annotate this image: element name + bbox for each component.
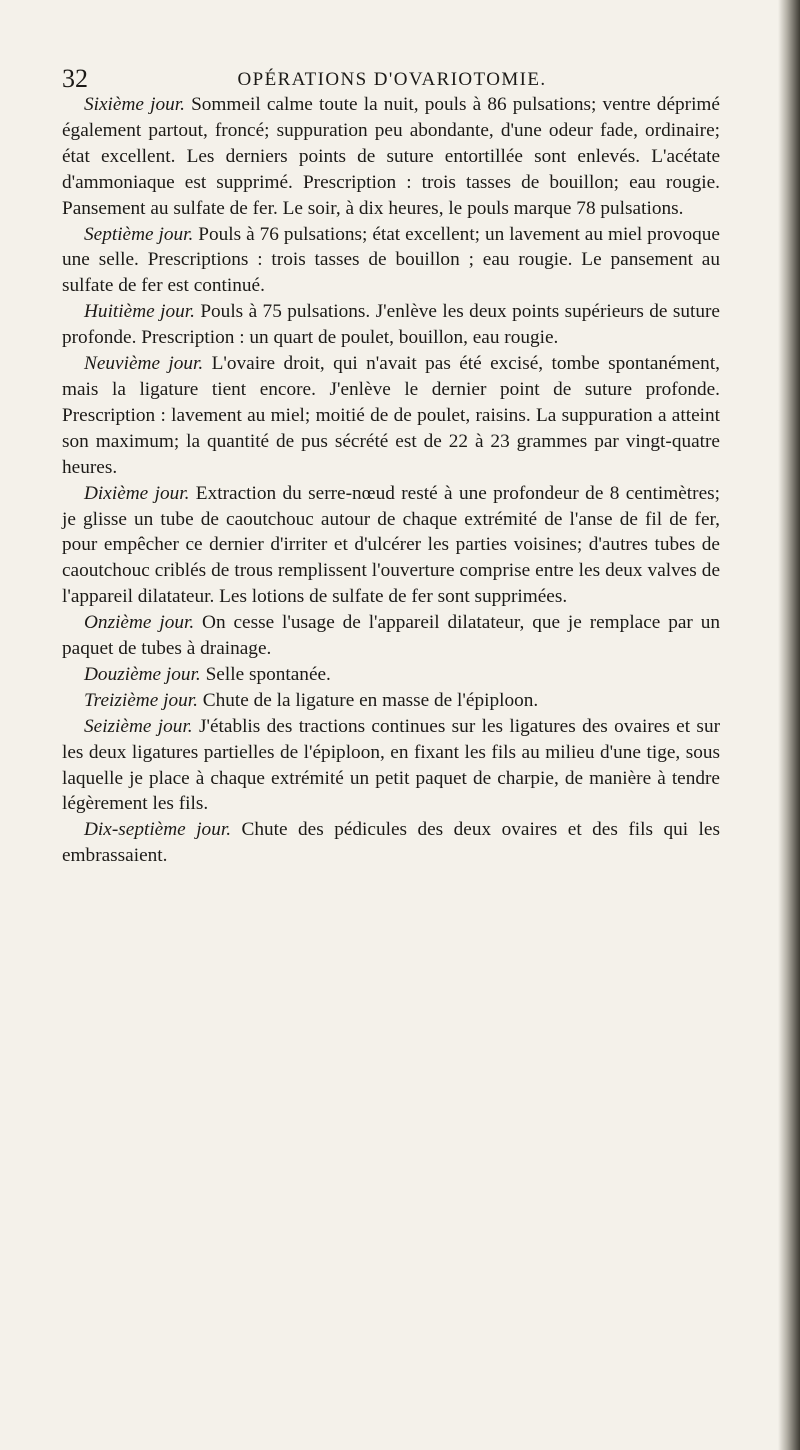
page-header [62,64,722,94]
entry-sixieme-jour [62,92,720,222]
entry-day-label: Septième jour. [84,223,194,245]
entry-day-label: Huitième jour. [84,301,195,323]
entry-dixieme-jour [62,481,720,611]
entry-text: Selle spontanée. [200,663,331,685]
entry-day-label: Dix-septième jour. [84,819,232,841]
page-number: 32 [62,64,88,93]
entry-neuvieme-jour [62,351,720,481]
entry-day-label: Sixième jour. [84,94,185,115]
entry-text: Sommeil calme toute la nuit, pouls à 86 pulsations; ventre déprimé également partout, froncé; suppuration peu abondante, d'une odeur fade, ordinaire; état excellent. Les derniers points de suture entortillée sont enlevés. L'acétate d'ammoniaque est supprimé. Prescription : trois tasses de bouillon; eau rougie. Pansement au sulfate de fer. Le soir, à dix heures, le pouls marque 78 pulsations. [62,94,720,219]
entry-day-label: Dixième jour. [84,482,190,504]
entry-text: On cesse l'usage de l'appareil dilatateur, que je remplace par un paquet de tubes à drainage. [62,612,720,660]
page-edge-shadow [778,0,800,1450]
entry-day-label: Douzième jour. [84,663,201,685]
entry-onzieme-jour [62,610,720,662]
entry-text: Pouls à 76 pulsations; état excellent; un lavement au miel provoque une selle. Prescriptions : trois tasses de bouillon ; eau rougie. Le pansement au sulfate de fer est continué. [62,223,720,297]
running-title: OPÉRATIONS D'OVARIOTOMIE. [237,69,547,90]
entry-day-label: Neuvième jour. [84,353,204,375]
body-text [62,92,720,869]
entry-seizieme-jour [62,714,720,818]
entry-text: Pouls à 75 pulsations. J'enlève les deux points supérieurs de suture profonde. Prescription : un quart de poulet, bouillon, eau rougie. [62,301,720,349]
entry-dix-septieme-jour [62,817,720,869]
entry-huitieme-jour [62,299,720,351]
entry-douzieme-jour [62,662,720,688]
entry-day-label: Onzième jour. [84,612,195,634]
entry-treizieme-jour [62,688,720,714]
entry-text: Extraction du serre-nœud resté à une profondeur de 8 centimètres; je glisse un tube de caoutchouc autour de chaque extrémité de l'anse de fil de fer, pour empêcher ce dernier d'irriter et d'ulcérer les parties voisines; d'autres tubes de caoutchouc criblés de trous remplissent l'ouverture comprise entre les deux valves de l'appareil dilatateur. Les lotions de sulfate de fer sont supprimées. [62,482,720,608]
entry-text: L'ovaire droit, qui n'avait pas été excisé, tombe spontanément, mais la ligature tient encore. J'enlève le dernier point de suture profonde. Prescription : lavement au miel; moitié de de poulet, raisins. La suppuration a atteint son maximum; la quantité de pus sécrété est de 22 à 23 grammes par vingt-quatre heures. [62,353,720,478]
entry-text: J'établis des tractions continues sur les ligatures des ovaires et sur les deux ligatures partielles de l'épiploon, en fixant les fils au milieu d'une tige, sous laquelle je place à chaque extrémité un petit paquet de charpie, de manière à tendre légèrement les fils. [62,715,720,815]
entry-day-label: Seizième jour. [84,715,193,737]
entry-day-label: Treizième jour. [84,689,198,711]
entry-text: Chute de la ligature en masse de l'épiploon. [197,689,539,711]
entry-septieme-jour [62,222,720,300]
entry-text: Chute des pédicules des deux ovaires et des fils qui les embrassaient. [62,819,720,867]
